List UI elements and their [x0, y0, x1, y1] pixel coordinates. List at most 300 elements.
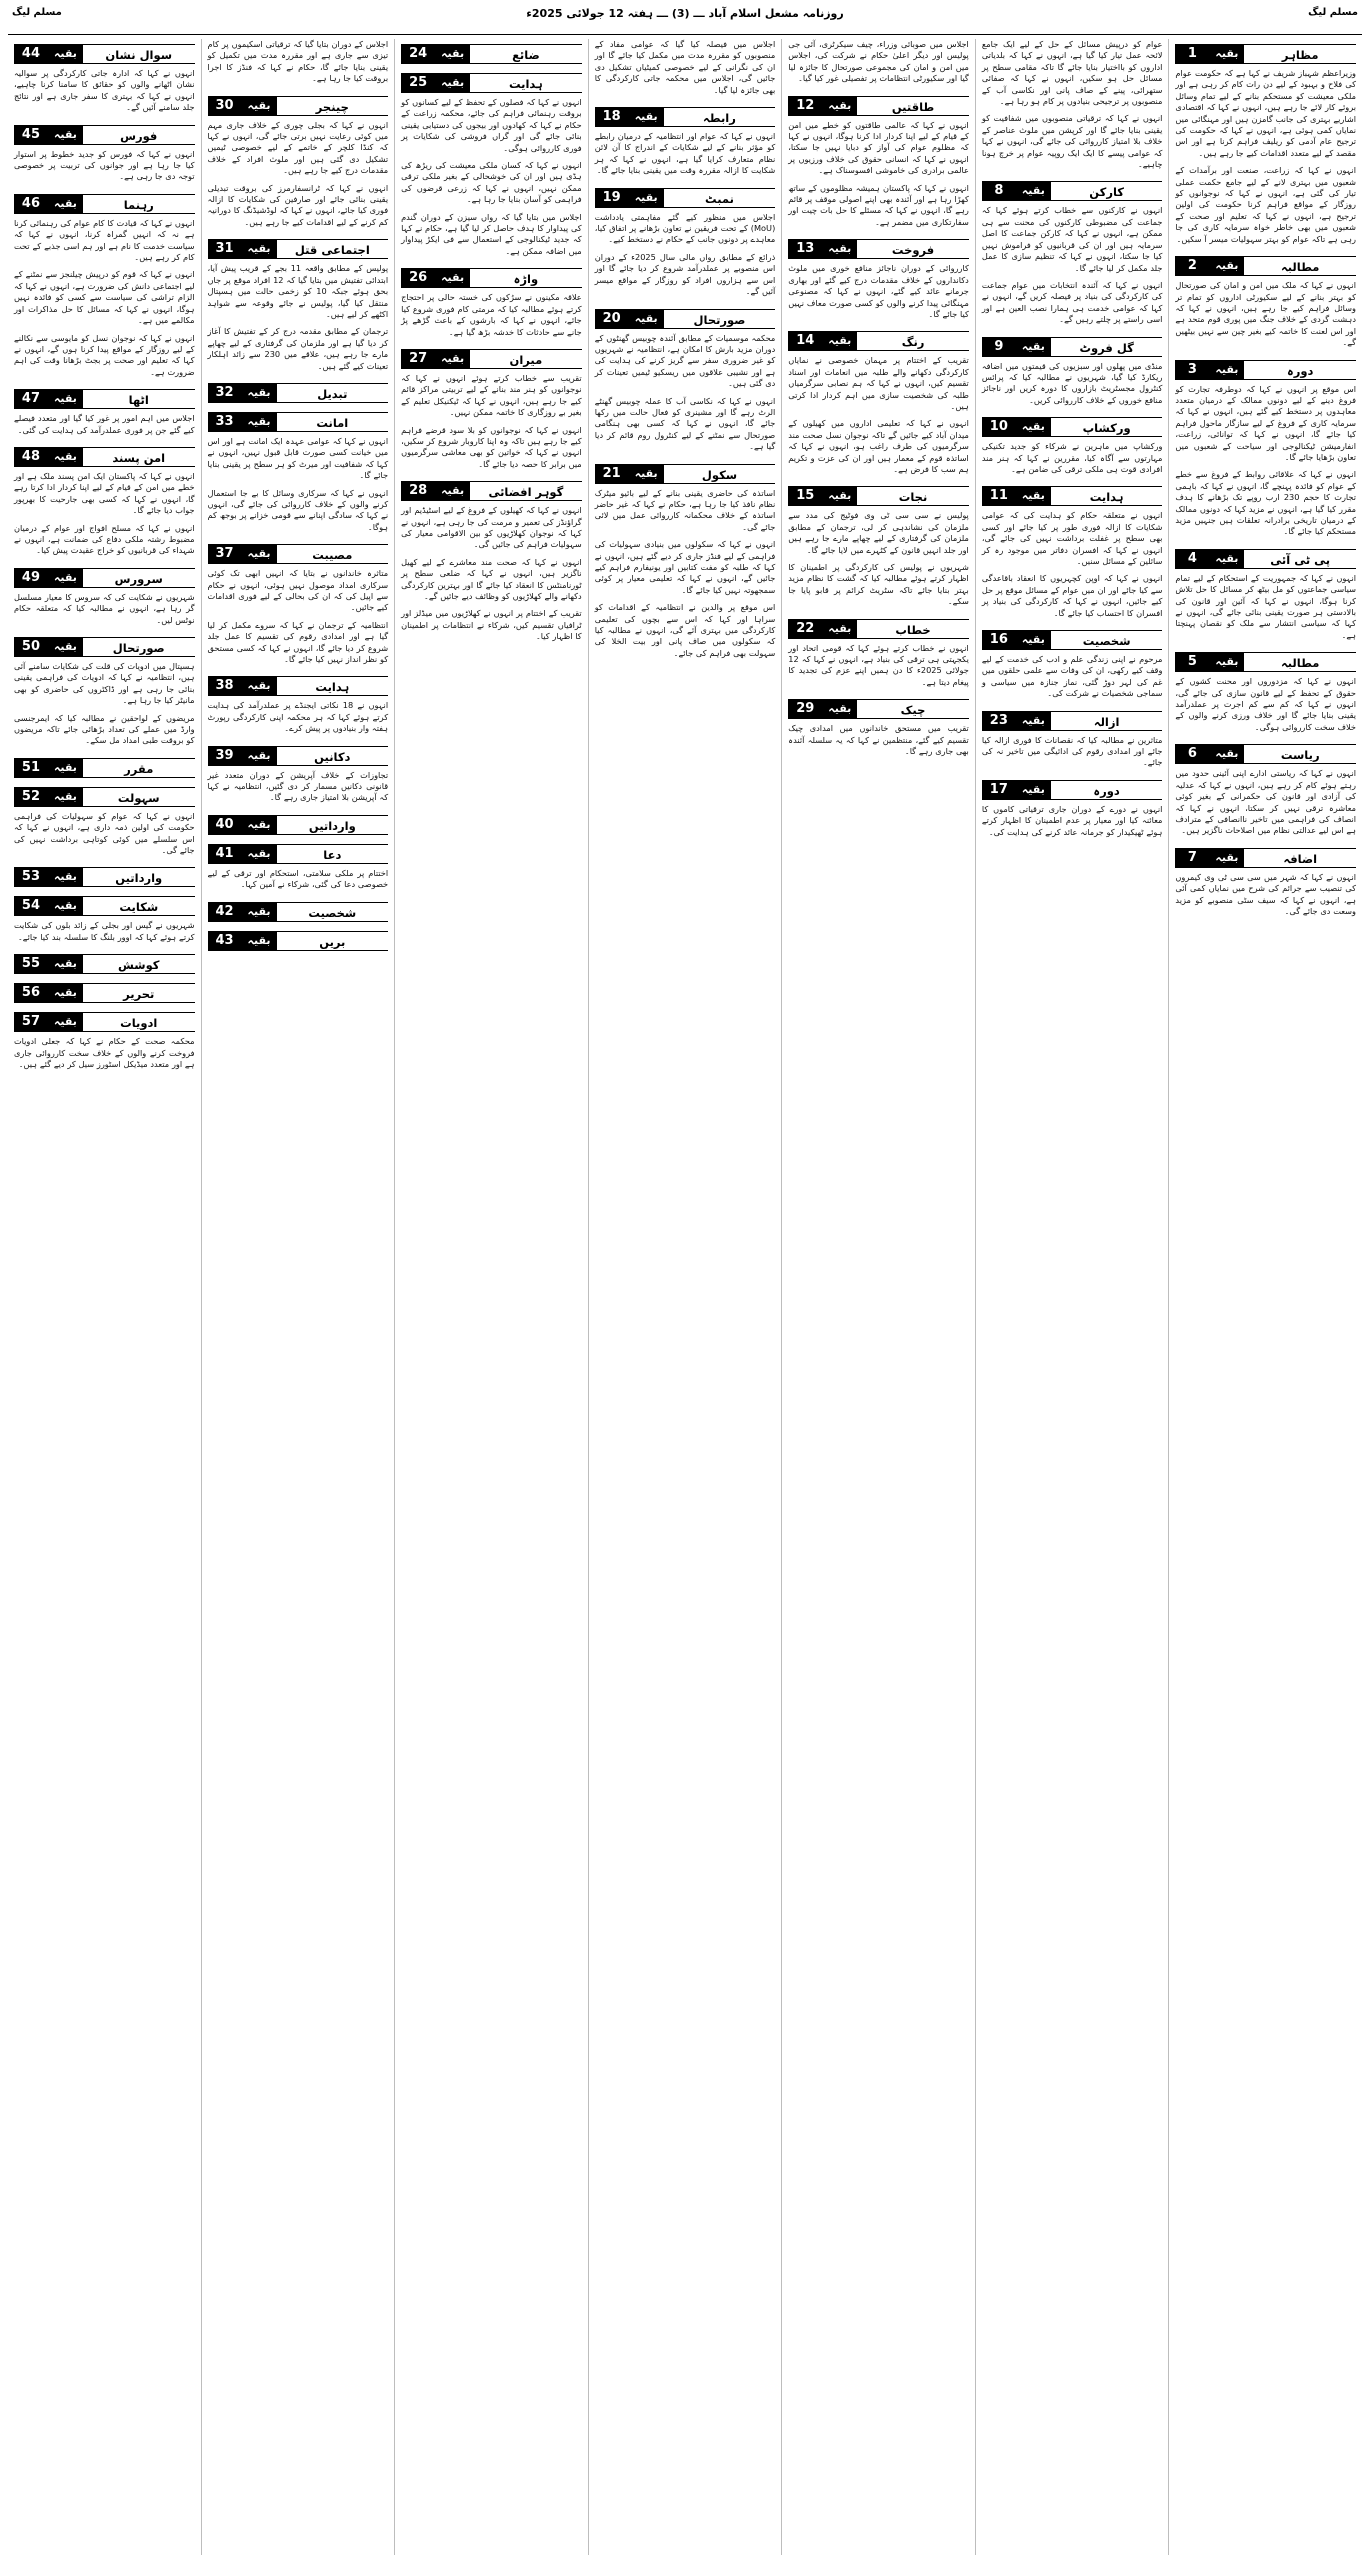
continuation-title: میران — [469, 349, 582, 369]
article-paragraph: انہوں نے کہا کہ ملک میں امن و امان کی صورتحال کو بہتر بنانے کے لیے سکیورٹی اداروں کو تمام تر وسائل فراہم کیے جا رہے ہیں، انہوں نے کہا کہ دہشت گردی کے خلاف جنگ میں پوری قوم متحد ہے اور اس لعنت کا خاتمہ کیے بغیر چین سے نہیں بیٹھیں گے۔ — [1175, 280, 1356, 348]
continuation-heading[interactable] — [14, 896, 195, 916]
continuation-heading[interactable] — [788, 619, 969, 639]
article-paragraph: اجلاس میں بتایا گیا کہ رواں سیزن کے دوران گندم کی پیداوار کا ہدف حاصل کر لیا گیا ہے، حکام نے کہا کہ جدید ٹیکنالوجی کے استعمال سے فی ایکڑ پیداوار میں اضافہ ممکن ہے۔ — [401, 211, 582, 256]
article-paragraph: انہوں نے کہا کہ نوجوانوں کو بلا سود قرضے فراہم کیے جا رہے ہیں تاکہ وہ اپنا کاروبار شروع کر سکیں، انہوں نے کہا کہ خواتین کو بھی معاشی سرگرمیوں میں برابر کا حصہ دیا جائے گا۔ — [401, 424, 582, 469]
continuation-heading[interactable] — [1175, 652, 1356, 672]
masthead — [8, 6, 1362, 35]
article-paragraph: تقریب سے خطاب کرتے ہوئے انہوں نے کہا کہ نوجوانوں کو ہنر مند بنانے کے لیے تربیتی مراکز قائم کیے جا رہے ہیں، انہوں نے کہا کہ ٹیکنیکل تعلیم کے بغیر بے روزگاری کا خاتمہ ممکن نہیں۔ — [401, 372, 582, 418]
article-paragraph: اجلاس میں اہم امور پر غور کیا گیا اور متعدد فیصلے کیے گئے جن پر فوری عملدرآمد کی ہدایت کی گئی۔ — [13, 413, 195, 435]
article-paragraph: اجلاس میں صوبائی وزراء، چیف سیکرٹری، آئی جی پولیس اور دیگر اعلیٰ حکام نے شرکت کی، اجلاس میں امن و امان کی مجموعی صورتحال کا جائزہ لیا گیا اور سکیورٹی انتظامات پر تفصیلی غور کیا گیا۔ — [788, 39, 969, 84]
continuation-title: کارکن — [1050, 181, 1163, 201]
continuation-heading[interactable] — [208, 746, 389, 766]
continuation-title: صورتحال — [663, 309, 776, 329]
article-paragraph: انہوں نے کہا کہ مسلح افواج اور عوام کے درمیان مضبوط رشتہ ملکی دفاع کی ضمانت ہے، انہوں نے شہداء کی قربانیوں کو خراج عقیدت پیش کیا۔ — [13, 522, 195, 556]
continuation-title: شخصیت — [1050, 630, 1163, 650]
continuation-number: 14 — [788, 331, 822, 351]
continuation-title: صورتحال — [82, 637, 195, 657]
continuation-label: بقیہ — [1016, 417, 1050, 437]
continuation-title: دورہ — [1243, 360, 1356, 380]
continuation-title: دورہ — [1050, 780, 1163, 800]
continuation-label: بقیہ — [48, 447, 82, 467]
article-paragraph: منڈی میں پھلوں اور سبزیوں کی قیمتوں میں اضافہ ریکارڈ کیا گیا، شہریوں نے مطالبہ کیا کہ پرائس کنٹرول مجسٹریٹ بازاروں کا دورہ کریں اور ناجائز منافع خوروں کے خلاف کارروائی کریں۔ — [981, 360, 1163, 405]
continuation-label: بقیہ — [48, 194, 82, 214]
continuation-number: 55 — [14, 954, 48, 974]
continuation-label: بقیہ — [48, 568, 82, 588]
article-paragraph: انہوں نے کہا کہ عوامی عہدہ ایک امانت ہے اور اس میں خیانت کسی صورت قابل قبول نہیں، انہوں نے کہا کہ شفافیت اور میرٹ کو ہر سطح پر یقینی بنایا جائے گا۔ — [207, 435, 389, 481]
continuation-number: 26 — [401, 268, 435, 288]
continuation-number: 27 — [401, 349, 435, 369]
news-column — [975, 39, 1169, 2555]
column-filler — [208, 955, 389, 2555]
continuation-heading[interactable] — [208, 902, 389, 922]
continuation-title: ریاست — [1243, 744, 1356, 764]
article-paragraph: پولیس کے مطابق واقعہ 11 بجے کے قریب پیش آیا، ابتدائی تفتیش میں بتایا گیا کہ 12 افراد موقع پر جاں بحق ہوئے جبکہ 10 کو زخمی حالت میں ہسپتال منتقل کیا گیا، پولیس نے جائے وقوعہ سے شواہد اکٹھے کر لیے ہیں۔ — [207, 263, 389, 319]
continuation-title: ضائع — [469, 44, 582, 64]
article-paragraph: انہوں نے کہا کہ پاکستان ہمیشہ مظلوموں کے ساتھ کھڑا رہا ہے اور آئندہ بھی اپنے اصولی موقف پر قائم رہے گا، انہوں نے کہا کہ مسئلے کا حل بات چیت اور سفارتکاری میں مضمر ہے۔ — [788, 182, 969, 227]
continuation-title: وارداتیں — [276, 815, 389, 835]
continuation-title: اٹھا — [82, 389, 195, 409]
continuation-title: سکول — [663, 464, 776, 484]
continuation-heading[interactable] — [1175, 744, 1356, 764]
article-paragraph: ورکشاپ میں ماہرین نے شرکاء کو جدید تکنیکی مہارتوں سے آگاہ کیا، مقررین نے کہا کہ ہنر مند افرادی قوت ہی ملکی ترقی کی ضامن ہے۔ — [981, 441, 1163, 474]
continuation-heading[interactable] — [982, 711, 1163, 731]
continuation-heading[interactable] — [1175, 256, 1356, 276]
continuation-heading[interactable] — [208, 844, 389, 864]
article-paragraph: علاقہ مکینوں نے سڑکوں کی خستہ حالی پر احتجاج کرتے ہوئے مطالبہ کیا کہ مرمتی کام فوری شروع کیا جائے، انہوں نے کہا کہ بارشوں کے باعث گڑھے پڑ جانے سے حادثات کا خدشہ بڑھ گیا ہے۔ — [401, 292, 582, 337]
continuation-title: دعا — [276, 844, 389, 864]
continuation-label: بقیہ — [435, 349, 469, 369]
continuation-title: ورکشاپ — [1050, 417, 1163, 437]
continuation-heading[interactable] — [208, 96, 389, 116]
continuation-heading[interactable] — [595, 309, 776, 329]
continuation-number: 47 — [14, 389, 48, 409]
article-paragraph: انہوں نے کہا کہ سرکاری وسائل کا بے جا استعمال کرنے والوں کے خلاف کارروائی کی جائے گی، انہوں نے کہا کہ سادگی اپنانے سے قومی خزانے پر بوجھ کم ہوگا۔ — [207, 487, 389, 532]
article-paragraph: تقریب میں مستحق خاندانوں میں امدادی چیک تقسیم کیے گئے، منتظمین نے کہا کہ یہ سلسلہ آئندہ بھی جاری رہے گا۔ — [788, 723, 969, 757]
continuation-number: 6 — [1175, 744, 1209, 764]
continuation-number: 39 — [208, 746, 242, 766]
continuation-number: 24 — [401, 44, 435, 64]
article-paragraph: انہوں نے کہا کہ بجلی چوری کے خلاف جاری مہم میں کوئی رعایت نہیں برتی جائے گی، انہوں نے کہا کہ کنڈا کلچر کے خاتمے کے لیے خصوصی ٹیمیں تشکیل دی گئی ہیں اور ملوث افراد کے خلاف مقدمات درج کیے جا رہے ہیں۔ — [207, 119, 389, 176]
continuation-heading[interactable] — [1175, 848, 1356, 868]
continuation-number: 9 — [982, 337, 1016, 357]
continuation-label: بقیہ — [629, 309, 663, 329]
continuation-heading[interactable] — [14, 1012, 195, 1032]
news-column — [8, 39, 201, 2555]
continuation-number: 43 — [208, 931, 242, 951]
article-paragraph: انہوں نے کہا کہ مزدوروں اور محنت کشوں کے حقوق کے تحفظ کے لیے قانون سازی کی جائے گی، انہوں نے کہا کہ کم سے کم اجرت پر عملدرآمد یقینی بنایا جائے گا اور خلاف ورزی کرنے والوں کے خلاف سخت کارروائی ہوگی۔ — [1175, 676, 1356, 732]
continuation-number: 30 — [208, 96, 242, 116]
continuation-label: بقیہ — [48, 954, 82, 974]
article-paragraph: پولیس نے سی سی ٹی وی فوٹیج کی مدد سے ملزمان کی نشاندہی کر لی، ترجمان کے مطابق ملزمان کی گرفتاری کے لیے چھاپے مارے جا رہے ہیں اور جلد انہیں قانون کے کٹہرے میں لایا جائے گا۔ — [788, 510, 969, 555]
continuation-title: سوال نشان — [82, 44, 195, 64]
continuation-label: بقیہ — [48, 1012, 82, 1032]
continuation-title: رابطہ — [663, 107, 776, 127]
continuation-number: 7 — [1175, 848, 1209, 868]
article-paragraph: اس موقع پر انہوں نے کہا کہ دوطرفہ تجارت کو فروغ دینے کے لیے دونوں ممالک کے درمیان متعدد معاہدوں پر دستخط کیے گئے ہیں، انہوں نے کہا کہ سرمایہ کاری کے فروغ کے لیے سازگار ماحول فراہم کیا جائے گا، انہوں نے کہا کہ توانائی، زراعت، انفارمیشن ٹیکنالوجی اور سیاحت کے شعبوں میں تعاون بڑھایا جائے گا۔ — [1175, 383, 1356, 462]
continuation-number: 40 — [208, 815, 242, 835]
news-column — [201, 39, 395, 2555]
continuation-label: بقیہ — [242, 844, 276, 864]
continuation-label: بقیہ — [435, 268, 469, 288]
article-paragraph: محکمہ موسمیات کے مطابق آئندہ چوبیس گھنٹوں کے دوران مزید بارش کا امکان ہے، انتظامیہ نے شہریوں کو غیر ضروری سفر سے گریز کرنے کی ہدایت کی ہے اور نشیبی علاقوں میں ریسکیو ٹیمیں تعینات کر دی گئی ہیں۔ — [594, 332, 776, 389]
continuation-label: بقیہ — [242, 383, 276, 403]
article-paragraph: انہوں نے متعلقہ حکام کو ہدایت کی کہ عوامی شکایات کا ازالہ فوری طور پر کیا جائے اور کسی بھی سطح پر غفلت برداشت نہیں کی جائے گی، انہوں نے کہا کہ افسران دفاتر میں موجود رہ کر سائلین کے مسائل سنیں۔ — [981, 510, 1163, 566]
continuation-number: 5 — [1175, 652, 1209, 672]
continuation-label: بقیہ — [242, 815, 276, 835]
continuation-heading[interactable] — [982, 417, 1163, 437]
continuation-heading[interactable] — [14, 637, 195, 657]
continuation-title: واڑہ — [469, 268, 582, 288]
continuation-heading[interactable] — [788, 239, 969, 259]
continuation-title: فروخت — [856, 239, 969, 259]
article-paragraph: انہوں نے خطاب کرتے ہوئے کہا کہ قومی اتحاد اور یکجہتی ہی ترقی کی بنیاد ہے، انہوں نے کہا کہ 12 جولائی 2025ء کا دن ہمیں اپنے عزم کی تجدید کا پیغام دیتا ہے۔ — [788, 642, 969, 687]
news-column — [781, 39, 975, 2555]
article-paragraph: انہوں نے کہا کہ عوام اور انتظامیہ کے درمیان رابطے کو مؤثر بنانے کے لیے شکایات کے اندراج کا آن لائن نظام متعارف کرایا گیا ہے، انہوں نے کہا کہ ہر شکایت کا ازالہ مقررہ وقت میں یقینی بنایا جائے گا۔ — [594, 131, 776, 176]
continuation-label: بقیہ — [629, 464, 663, 484]
continuation-label: بقیہ — [629, 107, 663, 127]
news-column — [1168, 39, 1362, 2555]
article-paragraph: اجلاس کے دوران بتایا گیا کہ ترقیاتی اسکیموں پر کام تیزی سے جاری ہے اور مقررہ مدت میں تکمیل کو یقینی بنایا جائے گا، حکام نے کہا کہ فنڈز کا اجرا بروقت کیا جا رہا ہے۔ — [207, 39, 389, 84]
article-paragraph: انہوں نے کہا کہ صحت مند معاشرے کے لیے کھیل ناگزیر ہیں، انہوں نے کہا کہ ضلعی سطح پر ٹورنامنٹس کا انعقاد کیا جائے گا اور بہترین کارکردگی دکھانے والے کھلاڑیوں کو وظائف دیے جائیں گے۔ — [401, 556, 582, 601]
continuation-number: 28 — [401, 481, 435, 501]
continuation-number: 25 — [401, 73, 435, 93]
continuation-number: 20 — [595, 309, 629, 329]
masthead-title: روزنامہ مشعل اسلام آباد ـــ (3) ـــ ہفتہ 12 جولائی 2025ء — [526, 7, 844, 20]
continuation-label: بقیہ — [1209, 744, 1243, 764]
article-paragraph: اساتذہ کی حاضری یقینی بنانے کے لیے بائیو میٹرک نظام نافذ کیا جا رہا ہے، حکام نے کہا کہ غیر حاضر اساتذہ کے خلاف محکمانہ کارروائی عمل میں لائی جائے گی۔ — [594, 487, 776, 532]
article-paragraph: ہسپتال میں ادویات کی قلت کی شکایات سامنے آئی ہیں، انتظامیہ نے کہا کہ ادویات کی فراہمی یقینی بنائی جا رہی ہے اور ڈاکٹروں کی حاضری کو بھی مانیٹر کیا جا رہا ہے۔ — [13, 661, 195, 706]
continuation-title: طاقتیں — [856, 96, 969, 116]
article-paragraph: شہریوں نے شکایت کی کہ سروس کا معیار مسلسل گر رہا ہے، انہوں نے مطالبہ کیا کہ متعلقہ حکام نوٹس لیں۔ — [13, 591, 195, 625]
masthead-right-label: مسلم لیگ — [12, 7, 62, 18]
continuation-title: ازالہ — [1050, 711, 1163, 731]
continuation-label: بقیہ — [48, 44, 82, 64]
continuation-number: 19 — [595, 188, 629, 208]
continuation-heading[interactable] — [788, 486, 969, 506]
continuation-title: رہنما — [82, 194, 195, 214]
continuation-number: 50 — [14, 637, 48, 657]
continuation-title: خطاب — [856, 619, 969, 639]
continuation-heading[interactable] — [982, 486, 1163, 506]
continuation-title: نمبٹ — [663, 188, 776, 208]
continuation-heading[interactable] — [14, 954, 195, 974]
continuation-title: رنگ — [856, 331, 969, 351]
continuation-heading[interactable] — [788, 331, 969, 351]
continuation-heading[interactable] — [208, 931, 389, 951]
continuation-label: بقیہ — [242, 676, 276, 696]
article-paragraph: انہوں نے کہا کہ کسان ملکی معیشت کی ریڑھ کی ہڈی ہیں اور ان کی خوشحالی کے بغیر ملکی ترقی ممکن نہیں، انہوں نے کہا کہ زرعی قرضوں کی فراہمی کو آسان بنایا جا رہا ہے۔ — [401, 160, 582, 205]
continuation-label: بقیہ — [1016, 630, 1050, 650]
continuation-title: بریں — [276, 931, 389, 951]
continuation-label: بقیہ — [48, 758, 82, 778]
article-paragraph: تقریب کے اختتام پر مہمان خصوصی نے نمایاں کارکردگی دکھانے والے طلبہ میں انعامات اور اسناد تقسیم کیں، انہوں نے کہا کہ ہم نصابی سرگرمیاں طلبہ کی شخصیت سازی میں اہم کردار ادا کرتی ہیں۔ — [788, 355, 969, 411]
continuation-title: ادویات — [82, 1012, 195, 1032]
article-paragraph: انہوں نے کہا کہ پاکستان ایک امن پسند ملک ہے اور خطے میں امن کے قیام کے لیے اپنا کردار ادا کرتا رہے گا، انہوں نے کہا کہ کسی بھی جارحیت کا بھرپور جواب دیا جائے گا۔ — [13, 470, 195, 516]
continuation-number: 41 — [208, 844, 242, 864]
article-paragraph: ذرائع کے مطابق رواں مالی سال 2025ء کے دوران اس منصوبے پر عملدرآمد شروع کر دیا جائے گا اور اس سے ہزاروں افراد کو روزگار کے مواقع میسر آئیں گے۔ — [594, 251, 776, 297]
continuation-heading[interactable] — [401, 481, 582, 501]
continuation-label: بقیہ — [1016, 337, 1050, 357]
continuation-heading[interactable] — [401, 73, 582, 93]
article-paragraph: انہوں نے کہا کہ قوم کو درپیش چیلنجز سے نمٹنے کے لیے اجتماعی دانش کی ضرورت ہے، انہوں نے کہا کہ الزام تراشی کی سیاست سے کسی کو فائدہ نہیں ہوگا، انہوں نے کہا کہ مسائل کا حل مذاکرات اور مکالمے میں ہے۔ — [13, 269, 195, 326]
continuation-title: چیک — [856, 699, 969, 719]
continuation-heading[interactable] — [401, 44, 582, 64]
article-paragraph: انہوں نے کہا کہ اوپن کچہریوں کا انعقاد باقاعدگی سے کیا جائے اور ان میں عوام کے مسائل موقع پر حل کیے جائیں، انہوں نے کہا کہ کارکردگی کی بنیاد پر افسران کا احتساب کیا جائے گا۔ — [981, 573, 1163, 618]
continuation-label: بقیہ — [1209, 256, 1243, 276]
continuation-label: بقیہ — [435, 481, 469, 501]
article-paragraph: انہوں نے کہا کہ تعلیمی اداروں میں کھیلوں کے میدان آباد کیے جائیں گے تاکہ نوجوان نسل صحت مند سرگرمیوں کی طرف راغب ہو، انہوں نے کہا کہ اساتذہ قوم کے معمار ہیں اور ان کی عزت و تکریم ہم سب کا فرض ہے۔ — [788, 418, 969, 474]
continuation-heading[interactable] — [208, 412, 389, 432]
continuation-title: مطالبہ — [1243, 652, 1356, 672]
continuation-label: بقیہ — [435, 73, 469, 93]
continuation-label: بقیہ — [48, 389, 82, 409]
continuation-label: بقیہ — [242, 902, 276, 922]
article-paragraph: انہوں نے کہا کہ آئندہ انتخابات میں عوام جماعت کی کارکردگی کی بنیاد پر فیصلہ کریں گے، انہوں نے کہا کہ عوامی خدمت ہی ہمارا نصب العین ہے اور اسی راستے پر چلتے رہیں گے۔ — [981, 279, 1163, 325]
continuation-number: 17 — [982, 780, 1016, 800]
news-column — [588, 39, 782, 2555]
article-paragraph: انہوں نے کہا کہ قیادت کا کام عوام کی رہنمائی کرنا ہے نہ کہ انہیں گمراہ کرنا، انہوں نے کہا کہ سیاست خدمت کا نام ہے اور ہم اسی جذبے کے تحت کام کر رہے ہیں۔ — [13, 217, 195, 263]
continuation-number: 38 — [208, 676, 242, 696]
column-filler — [788, 763, 969, 2555]
column-filler — [1175, 923, 1356, 2555]
article-paragraph: شہریوں نے پولیس کی کارکردگی پر اطمینان کا اظہار کرتے ہوئے مطالبہ کیا کہ گشت کا نظام مزید بہتر بنایا جائے تاکہ سٹریٹ کرائم پر قابو پایا جا سکے۔ — [788, 562, 969, 607]
column-filler — [14, 1077, 195, 2556]
continuation-label: بقیہ — [242, 239, 276, 259]
continuation-number: 4 — [1175, 549, 1209, 569]
news-column — [394, 39, 588, 2555]
continuation-heading[interactable] — [1175, 44, 1356, 64]
continuation-title: دکانیں — [276, 746, 389, 766]
continuation-number: 29 — [788, 699, 822, 719]
continuation-number: 33 — [208, 412, 242, 432]
continuation-label: بقیہ — [1016, 486, 1050, 506]
continuation-number: 44 — [14, 44, 48, 64]
continuation-number: 56 — [14, 983, 48, 1003]
continuation-heading[interactable] — [14, 44, 195, 64]
continuation-title: ہدایت — [469, 73, 582, 93]
continuation-number: 45 — [14, 125, 48, 145]
continuation-heading[interactable] — [208, 383, 389, 403]
continuation-label: بقیہ — [1209, 44, 1243, 64]
continuation-number: 2 — [1175, 256, 1209, 276]
column-container — [8, 39, 1362, 2555]
continuation-number: 1 — [1175, 44, 1209, 64]
continuation-title: ہدایت — [1050, 486, 1163, 506]
continuation-title: فورس — [82, 125, 195, 145]
continuation-number: 32 — [208, 383, 242, 403]
continuation-heading[interactable] — [1175, 549, 1356, 569]
article-paragraph: انتظامیہ کے ترجمان نے کہا کہ سروے مکمل کر لیا گیا ہے اور امدادی رقوم کی تقسیم کا عمل جلد شروع کر دیا جائے گا، انہوں نے کہا کہ کسی مستحق کو نظر انداز نہیں کیا جائے گا۔ — [207, 619, 389, 665]
article-paragraph: عوام کو درپیش مسائل کے حل کے لیے ایک جامع لائحہ عمل تیار کیا گیا ہے، انہوں نے کہا کہ بلدیاتی اداروں کو بااختیار بنایا جائے گا تاکہ مقامی سطح پر مسائل حل ہو سکیں، انہوں نے کہا کہ صفائی ستھرائی، پینے کے صاف پانی اور نکاسی آب کے منصوبوں پر ترجیحی بنیادوں پر کام ہو رہا ہے۔ — [981, 39, 1163, 107]
continuation-title: چینجر — [276, 96, 389, 116]
continuation-label: بقیہ — [242, 931, 276, 951]
continuation-label: بقیہ — [242, 412, 276, 432]
article-paragraph: انہوں نے کہا کہ شہر میں سی سی ٹی وی کیمروں کی تنصیب سے جرائم کی شرح میں نمایاں کمی آئی ہے، انہوں نے کہا کہ سیف سٹی منصوبے کو مزید وسعت دی جائے گی۔ — [1175, 871, 1356, 916]
continuation-title: اجتماعی قتل — [276, 239, 389, 259]
continuation-heading[interactable] — [14, 867, 195, 887]
article-paragraph: متاثرین نے مطالبہ کیا کہ نقصانات کا فوری ازالہ کیا جائے اور امدادی رقوم کی ادائیگی میں تاخیر نہ کی جائے۔ — [981, 734, 1163, 768]
continuation-heading[interactable] — [595, 107, 776, 127]
continuation-heading[interactable] — [208, 544, 389, 564]
continuation-number: 51 — [14, 758, 48, 778]
column-filler — [982, 844, 1163, 2555]
continuation-heading[interactable] — [982, 181, 1163, 201]
continuation-number: 21 — [595, 464, 629, 484]
continuation-title: مظاہر — [1243, 44, 1356, 64]
continuation-label: بقیہ — [242, 544, 276, 564]
continuation-heading[interactable] — [982, 337, 1163, 357]
continuation-label: بقیہ — [629, 188, 663, 208]
article-paragraph: اجلاس میں منظور کیے گئے مفاہمتی یادداشت (MoU) کے تحت فریقین نے تعاون بڑھانے پر اتفاق کیا، معاہدے پر دونوں جانب کے حکام نے دستخط کیے۔ — [594, 211, 776, 245]
continuation-label: بقیہ — [48, 896, 82, 916]
continuation-title: گل فروٹ — [1050, 337, 1163, 357]
continuation-label: بقیہ — [48, 125, 82, 145]
continuation-label: بقیہ — [1016, 780, 1050, 800]
article-paragraph: کارروائی کے دوران ناجائز منافع خوری میں ملوث دکانداروں کے خلاف مقدمات درج کیے گئے اور بھاری جرمانے عائد کیے گئے، انہوں نے کہا کہ مصنوعی مہنگائی پیدا کرنے والوں کو کسی صورت معاف نہیں کیا جائے گا۔ — [788, 263, 969, 319]
continuation-label: بقیہ — [242, 96, 276, 116]
continuation-label: بقیہ — [822, 239, 856, 259]
continuation-number: 16 — [982, 630, 1016, 650]
article-paragraph: انہوں نے کہا کہ علاقائی روابط کے فروغ سے خطے کے عوام کو فائدہ پہنچے گا، انہوں نے کہا کہ باہمی تجارت کا حجم 230 ارب روپے تک بڑھانے کا ہدف مقرر کیا گیا ہے، انہوں نے مزید کہا کہ دونوں ممالک کے درمیان تاریخی برادرانہ تعلقات ہیں جنہیں مزید مستحکم کیا جائے گا۔ — [1175, 469, 1356, 537]
continuation-heading[interactable] — [595, 464, 776, 484]
continuation-title: شکایت — [82, 896, 195, 916]
continuation-heading[interactable] — [595, 188, 776, 208]
continuation-number: 53 — [14, 867, 48, 887]
continuation-number: 10 — [982, 417, 1016, 437]
article-paragraph: وزیراعظم شہباز شریف نے کہا ہے کہ حکومت عوام کی فلاح و بہبود کے لیے دن رات کام کر رہی ہے اور ملکی معیشت کو مستحکم بنانے کے لیے تمام وسائل بروئے کار لائے جا رہے ہیں، انہوں نے کہا کہ اقتصادی اشاریے بہتری کی جانب گامزن ہیں اور مہنگائی میں نمایاں کمی ہوئی ہے، انہوں نے کہا کہ حکومت کی ترجیح عام آدمی کو ریلیف فراہم کرنا ہے اور اس مقصد کے لیے متعدد اقدامات کیے جا رہے ہیں۔ — [1175, 68, 1356, 158]
article-paragraph: محکمہ صحت کے حکام نے کہا کہ جعلی ادویات فروخت کرنے والوں کے خلاف سخت کارروائی جاری ہے اور متعدد میڈیکل اسٹورز سیل کر دیے گئے ہیں۔ — [13, 1036, 195, 1070]
continuation-title: تبدیل — [276, 383, 389, 403]
continuation-title: پی ٹی آئی — [1243, 549, 1356, 569]
continuation-title: سرورس — [82, 568, 195, 588]
article-paragraph: انہوں نے کہا کہ کھیلوں کے فروغ کے لیے اسٹیڈیم اور گراؤنڈز کی تعمیر و مرمت کی جا رہی ہے، انہوں نے کہا کہ نوجوان کھلاڑیوں کو بین الاقوامی معیار کی سہولیات فراہم کی جائیں گی۔ — [401, 505, 582, 550]
article-paragraph: انہوں نے 18 نکاتی ایجنڈے پر عملدرآمد کی ہدایت کرتے ہوئے کہا کہ ہر محکمہ اپنی کارکردگی رپورٹ ہفتہ وار بنیادوں پر پیش کرے۔ — [207, 700, 389, 734]
article-paragraph: انہوں نے کہا کہ ریاستی ادارے اپنی آئینی حدود میں رہتے ہوئے کام کر رہے ہیں، انہوں نے کہا کہ عدلیہ کی آزادی اور قانون کی حکمرانی کے بغیر کوئی معاشرہ ترقی نہیں کر سکتا، انہوں نے کہا کہ انصاف کی فراہمی میں تاخیر ناانصافی کے مترادف ہے اس لیے عدالتی نظام میں اصلاحات ناگزیر ہیں۔ — [1175, 768, 1356, 836]
continuation-number: 31 — [208, 239, 242, 259]
continuation-heading[interactable] — [14, 194, 195, 214]
continuation-heading[interactable] — [14, 568, 195, 588]
continuation-label: بقیہ — [1209, 360, 1243, 380]
article-paragraph: شہریوں نے گیس اور بجلی کے زائد بلوں کی شکایت کرتے ہوئے کہا کہ اوور بلنگ کا سلسلہ بند کیا جائے۔ — [13, 920, 195, 942]
continuation-number: 22 — [788, 619, 822, 639]
article-paragraph: ترجمان کے مطابق مقدمہ درج کر کے تفتیش کا آغاز کر دیا گیا ہے اور ملزمان کی گرفتاری کے لیے چھاپے مارے جا رہے ہیں، علاقے میں 230 سے زائد اہلکار تعینات کیے گئے ہیں۔ — [207, 326, 389, 371]
continuation-heading[interactable] — [208, 239, 389, 259]
continuation-title: نجات — [856, 486, 969, 506]
continuation-number: 13 — [788, 239, 822, 259]
continuation-title: کوشش — [82, 954, 195, 974]
continuation-label: بقیہ — [48, 983, 82, 1003]
continuation-label: بقیہ — [822, 331, 856, 351]
continuation-number: 8 — [982, 181, 1016, 201]
continuation-number: 23 — [982, 711, 1016, 731]
continuation-heading[interactable] — [14, 447, 195, 467]
column-filler — [595, 665, 776, 2555]
article-paragraph: انہوں نے کہا کہ نکاسی آب کا عملہ چوبیس گھنٹے الرٹ رہے گا اور مشینری کو فعال حالت میں رکھا جائے گا، انہوں نے کہا کہ کسی بھی ہنگامی صورتحال سے نمٹنے کے لیے کنٹرول روم قائم کر دیا گیا ہے۔ — [594, 395, 776, 452]
continuation-number: 42 — [208, 902, 242, 922]
continuation-heading[interactable] — [14, 787, 195, 807]
continuation-heading[interactable] — [1175, 360, 1356, 380]
continuation-label: بقیہ — [822, 486, 856, 506]
continuation-heading[interactable] — [14, 758, 195, 778]
continuation-number: 18 — [595, 107, 629, 127]
article-paragraph: انہوں نے کہا کہ عوام کو سہولیات کی فراہمی حکومت کی اولین ذمہ داری ہے، انہوں نے کہا کہ اس سلسلے میں کوئی کوتاہی برداشت نہیں کی جائے گی۔ — [13, 810, 195, 856]
continuation-title: گوہر افضائی — [469, 481, 582, 501]
article-paragraph: انہوں نے کارکنوں سے خطاب کرتے ہوئے کہا کہ جماعت کی مضبوطی کارکنوں کی محنت سے ہی ممکن ہے، انہوں نے کہا کہ کارکن جماعت کا اصل سرمایہ ہیں اور ان کی قربانیوں کو فراموش نہیں کیا جا سکتا، انہوں نے کہا کہ تنظیم سازی کا عمل جلد مکمل کر لیا جائے گا۔ — [981, 205, 1163, 273]
continuation-label: بقیہ — [1209, 848, 1243, 868]
continuation-title: اضافہ — [1243, 848, 1356, 868]
article-paragraph: انہوں نے کہا کہ نوجوان نسل کو مایوسی سے نکالنے کے لیے روزگار کے مواقع پیدا کرنا ہوں گے، انہوں نے کہا کہ تعلیم اور صحت پر بجٹ بڑھانا وقت کی اہم ضرورت ہے۔ — [13, 332, 195, 377]
continuation-heading[interactable] — [14, 125, 195, 145]
article-paragraph: انہوں نے کہا کہ جمہوریت کے استحکام کے لیے تمام سیاسی جماعتوں کو مل بیٹھ کر مسائل کا حل تلاش کرنا ہوگا، انہوں نے کہا کہ آئین اور قانون کی بالادستی ہر صورت یقینی بنائی جائے گی، انہوں نے کہا کہ سیاسی انتشار سے ملک کو نقصان پہنچتا ہے۔ — [1175, 572, 1356, 640]
continuation-heading[interactable] — [982, 630, 1163, 650]
continuation-number: 3 — [1175, 360, 1209, 380]
continuation-heading[interactable] — [14, 983, 195, 1003]
continuation-label: بقیہ — [242, 746, 276, 766]
article-paragraph: اجلاس میں فیصلہ کیا گیا کہ عوامی مفاد کے منصوبوں کو مقررہ مدت میں مکمل کیا جائے گا اور ان کی نگرانی کے لیے خصوصی کمیٹیاں تشکیل دی جائیں گی، اجلاس میں محکمہ جاتی کارکردگی کا بھی جائزہ لیا گیا۔ — [594, 39, 776, 95]
continuation-number: 57 — [14, 1012, 48, 1032]
continuation-heading[interactable] — [208, 815, 389, 835]
continuation-label: بقیہ — [48, 637, 82, 657]
continuation-title: مطالبہ — [1243, 256, 1356, 276]
article-paragraph: انہوں نے کہا کہ فصلوں کے تحفظ کے لیے کسانوں کو بروقت رہنمائی فراہم کی جائے، محکمہ زراعت کے حکام نے کہا کہ کھادوں اور بیجوں کی دستیابی یقینی بنائی جائے گی اور گراں فروشی کی شکایات پر فوری کارروائی ہوگی۔ — [401, 97, 582, 153]
column-filler — [401, 649, 582, 2555]
article-paragraph: مرحوم نے اپنی زندگی علم و ادب کی خدمت کے لیے وقف کیے رکھی، ان کی وفات سے علمی حلقوں میں غم کی لہر دوڑ گئی، نماز جنازہ میں سیاسی و سماجی شخصیات نے شرکت کی۔ — [981, 654, 1163, 699]
continuation-title: امانت — [276, 412, 389, 432]
continuation-label: بقیہ — [1209, 652, 1243, 672]
article-paragraph: مریضوں کے لواحقین نے مطالبہ کیا کہ ایمرجنسی وارڈ میں عملے کی تعداد بڑھائی جائے تاکہ مریضوں کو بروقت طبی امداد مل سکے۔ — [13, 712, 195, 746]
continuation-label: بقیہ — [822, 699, 856, 719]
continuation-label: بقیہ — [1209, 549, 1243, 569]
article-paragraph: انہوں نے کہا کہ ترقیاتی منصوبوں میں شفافیت کو یقینی بنایا جائے گا اور کرپشن میں ملوث عناصر کے خلاف بلا امتیاز کارروائی کی جائے گی، انہوں نے کہا کہ عوامی پیسے کا ایک ایک روپیہ عوام پر خرچ ہونا چاہیے۔ — [981, 113, 1163, 170]
continuation-heading[interactable] — [208, 676, 389, 696]
article-paragraph: تجاوزات کے خلاف آپریشن کے دوران متعدد غیر قانونی دکانیں مسمار کر دی گئیں، انتظامیہ نے کہا کہ آپریشن بلا امتیاز جاری رہے گا۔ — [207, 769, 389, 803]
continuation-number: 52 — [14, 787, 48, 807]
article-paragraph: انہوں نے کہا کہ سکولوں میں بنیادی سہولیات کی فراہمی کے لیے فنڈز جاری کر دیے گئے ہیں، انہوں نے کہا کہ طلبہ کو مفت کتابیں اور یونیفارم فراہم کیے جائیں گے، انہوں نے کہا کہ تعلیمی معیار پر کوئی سمجھوتہ نہیں کیا جائے گا۔ — [594, 539, 776, 595]
continuation-heading[interactable] — [788, 699, 969, 719]
article-paragraph: انہوں نے دورے کے دوران جاری ترقیاتی کاموں کا معائنہ کیا اور معیار پر عدم اطمینان کا اظہار کرتے ہوئے ٹھیکیدار کو جرمانہ عائد کرنے کی ہدایت کی۔ — [981, 803, 1163, 837]
continuation-title: مقرر — [82, 758, 195, 778]
continuation-number: 54 — [14, 896, 48, 916]
continuation-label: بقیہ — [1016, 711, 1050, 731]
continuation-title: شخصیت — [276, 902, 389, 922]
continuation-label: بقیہ — [822, 96, 856, 116]
continuation-number: 37 — [208, 544, 242, 564]
continuation-title: مصیبت — [276, 544, 389, 564]
continuation-label: بقیہ — [48, 787, 82, 807]
continuation-label: بقیہ — [48, 867, 82, 887]
article-paragraph: انہوں نے کہا کہ فورس کو جدید خطوط پر استوار کیا جا رہا ہے اور جوانوں کی تربیت پر خصوصی توجہ دی جا رہی ہے۔ — [13, 148, 195, 182]
continuation-heading[interactable] — [788, 96, 969, 116]
article-paragraph: انہوں نے کہا کہ ادارہ جاتی کارکردگی پر سوالیہ نشان اٹھانے والوں کو حقائق کا سامنا کرنا چاہیے، انہوں نے کہا کہ بہتری کا سفر جاری ہے اور نتائج جلد سامنے آئیں گے۔ — [13, 68, 195, 113]
article-paragraph: انہوں نے کہا کہ زراعت، صنعت اور برآمدات کے شعبوں میں بہتری لانے کے لیے جامع حکمت عملی تیار کی گئی ہے، انہوں نے کہا کہ نوجوانوں کو روزگار کے مواقع فراہم کرنا حکومت کی اولین ترجیح ہے، انہوں نے کہا کہ تعلیم اور صحت کے شعبوں میں بھی خاطر خواہ سرمایہ کاری کی جا رہی ہے تاکہ عوام کو بہتر سہولیات میسر آ سکیں۔ — [1175, 165, 1356, 244]
article-paragraph: انہوں نے کہا کہ ٹرانسفارمرز کی بروقت تبدیلی یقینی بنائی جائے اور صارفین کی شکایات کا ازالہ فوری کیا جائے، انہوں نے کہا کہ لوڈشیڈنگ کا دورانیہ کم کرنے کے لیے اقدامات کیے جا رہے ہیں۔ — [207, 182, 389, 227]
article-paragraph: تقریب کے اختتام پر انہوں نے کھلاڑیوں میں میڈلز اور ٹرافیاں تقسیم کیں، شرکاء نے انتظامات پر اطمینان کا اظہار کیا۔ — [401, 608, 582, 642]
continuation-number: 46 — [14, 194, 48, 214]
masthead-left-label: مسلم لیگ — [1308, 7, 1358, 18]
continuation-title: سہولت — [82, 787, 195, 807]
continuation-heading[interactable] — [14, 389, 195, 409]
article-paragraph: اختتام پر ملکی سلامتی، استحکام اور ترقی کے لیے خصوصی دعا کی گئی، شرکاء نے آمین کہا۔ — [207, 867, 389, 890]
article-paragraph: متاثرہ خاندانوں نے بتایا کہ انہیں ابھی تک کوئی سرکاری امداد موصول نہیں ہوئی، انہوں نے حکام سے اپیل کی کہ ان کی بحالی کے لیے فوری اقدامات کیے جائیں۔ — [207, 568, 389, 613]
continuation-heading[interactable] — [401, 268, 582, 288]
continuation-title: امن پسند — [82, 447, 195, 467]
continuation-heading[interactable] — [982, 780, 1163, 800]
continuation-heading[interactable] — [401, 349, 582, 369]
continuation-title: تحریر — [82, 983, 195, 1003]
continuation-label: بقیہ — [822, 619, 856, 639]
article-paragraph: اس موقع پر والدین نے انتظامیہ کے اقدامات کو سراہا اور کہا کہ اس سے بچوں کی تعلیمی کارکردگی میں بہتری آئے گی، انہوں نے مطالبہ کیا کہ سکولوں میں صاف پانی اور بیت الخلا کی سہولت بھی فراہم کی جائے۔ — [594, 602, 776, 658]
continuation-label: بقیہ — [435, 44, 469, 64]
